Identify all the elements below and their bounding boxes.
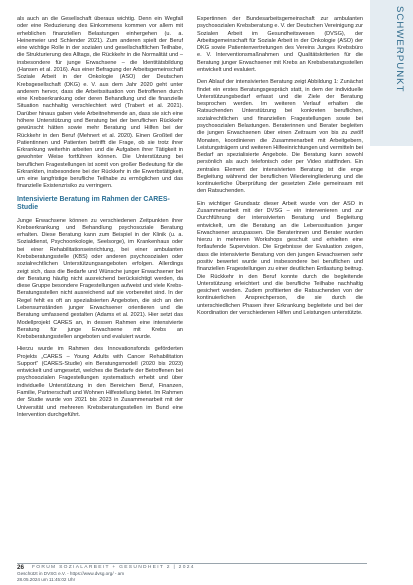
body-paragraph: Den Ablauf der intensivierten Beratung zeigt Abbildung 1: Zunächst findet ein erstes Beratungsgespräch statt, in dem der individuelle Unterstützungsbedarf erfasst und die Ziele der Beratung besprochen werden. Im weiteren Verlauf erhalten die Ratsuchenden Unterstützung bei konkreten beruflichen, sozialrechtlichen und finanziellen Fragestellungen sowie bei psychosozialen Belastungen. Beraterinnen und Berater begleiten die jungen Erwachsenen über einen Zeitraum von bis zu zwölf Monaten, koordinieren die Zusammenarbeit mit Arbeitgebern, Leistungsträgern und weiteren Hilfeeinrichtungen und vermitteln bei Bedarf an spezialisierte Angebote. Die Beratung kann sowohl persönlich als auch telefonisch oder per Video stattfinden. Ein zentrales Element der intensivierten Beratung ist die enge Begleitung während der beruflichen Wiedereingliederung und die kontinuierliche Überprüfung der gesetzten Ziele gemeinsam mit den Ratsuchenden. [197, 79, 363, 195]
page-number: 26 [17, 564, 25, 571]
body-paragraph: Expertinnen der Bundesarbeitsgemeinschaft zur ambulanten psychosozialen Krebsberatung e. V. der Deutschen Vereinigung zur Sozialen Arbeit im Gesundheitswesen (DVSG), der Arbeitsgemeinschaft für Soziale Arbeit in der Onkologie (ASO) der DKG sowie Patientenvertretungen des Vereins Junges Krebsbüro e. V. Interventionsmaßnahmen und Qualitätskriterien für die Beratung junger Erwachsener mit Krebs an Krebsberatungsstellen entwickelt und evaluiert. [197, 16, 363, 73]
download-timestamp: 28.05.2024 um 11:45:02 Uhr [17, 577, 76, 582]
body-paragraph: Junge Erwachsene können zu verschiedenen Zeitpunkten ihrer Krebserkrankung und Behandlung psychosoziale Beratung erhalten. Diese Beratung kann zum Beispiel in der Klinik (u. a. Sozialdienst, Psychoonkologie, Seelsorge), im Krankenhaus oder bei einer Rehabilitationseinrichtung, bei einer ambulanten Krebsberatungsstelle (KBS) oder anderen psychosozialen oder sozialrechtlichen Unterstützungsangeboten erfolgen. Allerdings zeigt sich, dass die Bedarfe und Wünsche junger Erwachsener bei der Beratung häufig nicht ausreichend berücksichtigt werden, da diese Gruppe besondere Fragestellungen aufweist und viele Krebs-Beratungsstellen nicht ausreichend auf sie vorbereitet sind. In der Regel fehlt es oft an spezialisierten Angeboten, die sich an den Lebensumständen junger Erwachsener orientieren und die Beratung umfassend gestalten (Adams et al. 2021). Hier setzt das Modellprojekt CARES an, in dessen Rahmen eine intensivierte Beratung für junge Erwachsene mit Krebs an Krebsberatungsstellen angeboten und evaluiert wurde. [17, 217, 183, 341]
body-paragraph: Ein wichtiger Grundsatz dieser Arbeit wurde von der ASO in Zusammenarbeit mit der DVSG – ein intervenieren und zur Durchführung der intensivierten Beratung und Begleitung entwickelt, um die Beratung an die Lebenssituation junger Erwachsener anzupassen. Die Beraterinnen und Berater wurden hierzu in mehreren Workshops geschult und erhielten eine fortlaufende Supervision. Die Ergebnisse der Evaluation zeigen, dass die intensivierte Beratung von den jungen Erwachsenen sehr positiv bewertet wurde und insbesondere bei beruflichen und finanziellen Fragestellungen zu einer deutlichen Entlastung beitrug. Die Rückkehr in den Beruf konnte durch die begleitende Unterstützung erleichtert und die berufliche Teilhabe nachhaltig gesichert werden. Zudem profitierten die Ratsuchenden von der kontinuierlichen Ansprechperson, die sie durch die unterschiedlichen Phasen ihrer Erkrankung begleitete und bei der Koordination der verschiedenen Hilfen und Leistungen unterstützte. [197, 200, 363, 316]
right-column [197, 16, 363, 554]
section-heading: Intensivierte Beratung im Rahmen der CARES-Studie [17, 195, 170, 212]
article-body [17, 16, 369, 554]
left-column [17, 16, 183, 554]
body-paragraph: Hierzu wurde im Rahmen des Innovationsfonds geförderten Projekts „CARES – Young Adults with Cancer Rehabilitation Support“ (CARES-Studie) ein Beratungsmodell (2020 bis 2023) entwickelt und umgesetzt, welches die Bedarfe der Betroffenen bei psychosozialen Fragestellungen systematisch erhebt und über individuelle Unterstützung in den Bereichen Beruf, Finanzen, Familie, Partnerschaft und Wohnen Hilfestellung bietet. Im Rahmen der Studie wurde von 2021 bis 2023 in Zusammenarbeit mit der Universität und mehreren Krebsberatungsstellen im Bund eine Intervention durchgeführt. [17, 346, 183, 418]
download-credit: Geschützt in DVSG e.V. - https://www.dvsg.org/ - am [17, 571, 125, 576]
body-paragraph: als auch an die Gesellschaft überaus wichtig. Denn ein Wegfall oder eine Reduzierung des Einkommens kommen vor allem mit erheblichen finanziellen Belastungen einhergehen (u. a. Heinemeier und Schlender 2021). Zum anderen spielt der Beruf eine wichtige Rolle in der sozialen und gesellschaftlichen Teilhabe, die Strukturierung des Alltags, die Rückkehr in die Normalität und – insbesondere für junge Erwachsene – die Identitätsbildung (Hansen et al. 2016). Aus einer Befragung der Arbeitsgemeinschaft Soziale Arbeit in der Onkologie (ASO) der Deutschen Krebsgesellschaft (DKG) e. V. aus dem Jahr 2020 geht unter anderem hervor, dass die Arbeitssituation von Betroffenen durch eine Krebserkrankung oder deren Behandlung und die finanzielle Situation nachhaltig verschlechtert wird (Trabert et al. 2021). Darüber hinaus gaben viele Arbeitnehmende an, dass sie sich eine höhere Unterstützung und Beratung bei der beruflichen Rückkehr gewünscht hätten sowie mehr Beratung und Hilfen bei der Rückkehr in den Beruf (Mehnert et al. 2020). Einen Großteil der Patientinnen und Patienten betrifft die Frage, ob sie trotz ihrer Erkrankung weiterhin arbeiten und die Aufgaben ihrer Tätigkeit in gewohnter Weise fortführen können. Die Unterstützung bei beruflichen Fragestellungen ist somit von großer Bedeutung für die Erkrankten, insbesondere bei der Rückkehr in die Erwerbstätigkeit, um eine langfristige berufliche Teilhabe zu ermöglichen und das finanzielle Existenzrisiko zu verringern. [17, 16, 183, 190]
footer-divider [17, 563, 367, 564]
journal-name: FORUM SOZIALARBEIT + GESUNDHEIT 2 | 2024 [32, 565, 195, 570]
section-label: SCHWERPUNKT [394, 6, 405, 93]
